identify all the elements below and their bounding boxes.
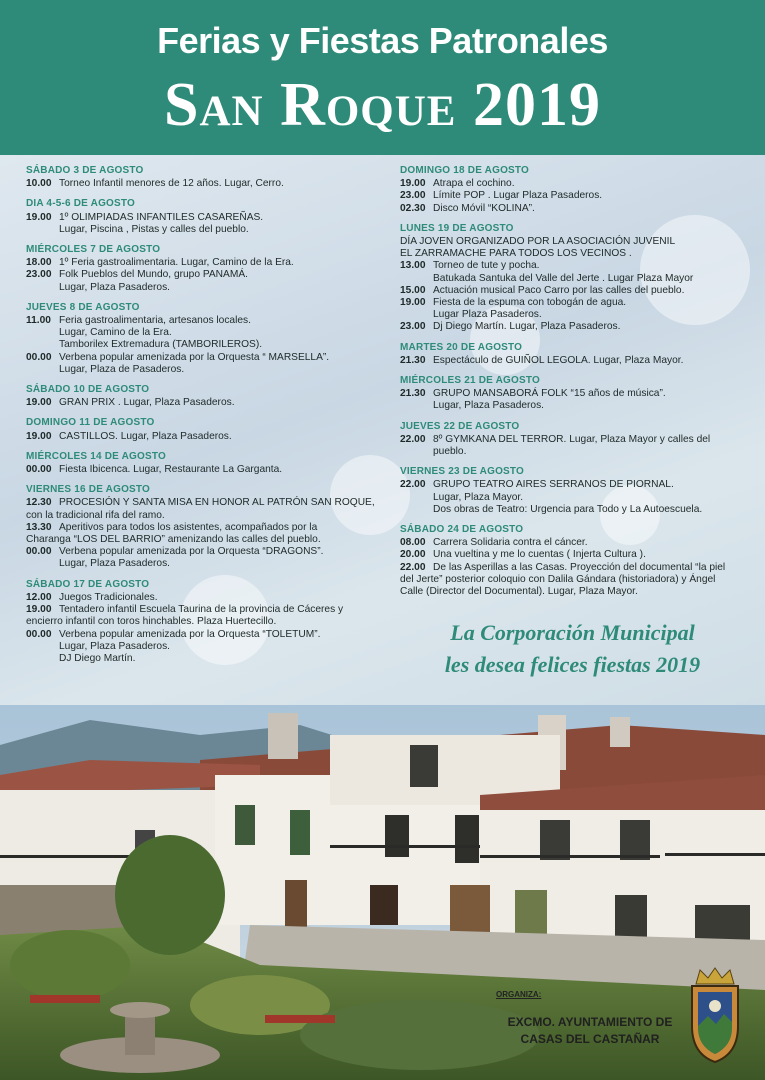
event-time bbox=[26, 327, 59, 339]
program-day bbox=[26, 244, 376, 294]
program-event-line bbox=[400, 248, 745, 260]
program-day bbox=[26, 384, 376, 409]
program-event-line bbox=[400, 479, 745, 491]
event-description: Aperitivos para todos los asistentes, acompañados por la bbox=[59, 521, 318, 533]
day-title: SÁBADO 24 DE AGOSTO bbox=[400, 524, 524, 536]
program-day bbox=[400, 165, 745, 215]
event-time: 19.00 bbox=[26, 430, 52, 442]
event-description: Torneo de tute y pocha. bbox=[433, 260, 540, 272]
program-column-left bbox=[26, 155, 376, 665]
event-time bbox=[26, 224, 59, 236]
event-description: con la tradicional rifa del ramo. bbox=[26, 509, 165, 521]
event-time: 19.00 bbox=[26, 397, 52, 409]
program-event-line bbox=[400, 504, 745, 516]
program-day bbox=[26, 451, 376, 476]
program-event-line bbox=[26, 616, 376, 628]
program-event-line bbox=[400, 285, 745, 297]
event-time: 13.30 bbox=[26, 521, 52, 533]
program-event-line bbox=[400, 492, 745, 504]
program-event-line bbox=[26, 558, 376, 570]
event-description: 1º Feria gastroalimentaria. Lugar, Camino de la Era. bbox=[59, 257, 294, 269]
event-time bbox=[26, 364, 59, 376]
program-event-line bbox=[26, 653, 376, 665]
program-day bbox=[400, 524, 745, 598]
event-description: Juegos Tradicionales. bbox=[59, 591, 158, 603]
event-time: 00.00 bbox=[26, 546, 52, 558]
event-time: 21.30 bbox=[400, 388, 426, 400]
event-description: Tentadero infantil Escuela Taurina de la provincia de Cáceres y bbox=[59, 604, 344, 616]
program-event-line bbox=[26, 339, 376, 351]
event-time bbox=[400, 273, 433, 285]
program-day bbox=[26, 579, 376, 665]
event-time: 22.00 bbox=[400, 479, 426, 491]
program-event-line bbox=[26, 629, 376, 641]
event-time: 19.00 bbox=[26, 604, 52, 616]
event-description: Charanga “LOS DEL BARRIO” amenizando las calles del pueblo. bbox=[26, 534, 321, 546]
event-description: Lugar, Plaza Pasaderos. bbox=[59, 558, 171, 570]
event-time: 13.00 bbox=[400, 260, 426, 272]
program-event-line bbox=[400, 297, 745, 309]
event-description: GRAN PRIX . Lugar, Plaza Pasaderos. bbox=[59, 397, 235, 409]
event-time: 15.00 bbox=[400, 284, 426, 296]
program-event-line bbox=[26, 641, 376, 653]
event-time: 12.30 bbox=[26, 497, 52, 509]
day-title: MIÉRCOLES 14 DE AGOSTO bbox=[26, 450, 166, 462]
event-description: Torneo Infantil menores de 12 años. Lugar, Cerro. bbox=[59, 178, 284, 190]
event-time: 19.00 bbox=[400, 178, 426, 190]
event-time: 11.00 bbox=[26, 315, 51, 327]
event-description: Carrera Solidaria contra el cáncer. bbox=[433, 537, 588, 549]
event-time: 12.00 bbox=[26, 591, 52, 603]
program-day bbox=[26, 165, 376, 190]
program-event-line bbox=[400, 586, 745, 598]
event-time: 00.00 bbox=[26, 628, 52, 640]
event-description: Verbena popular amenizada por la Orquesta “ MARSELLA”. bbox=[59, 351, 330, 363]
program-event-line bbox=[400, 400, 745, 412]
event-description: DÍA JOVEN ORGANIZADO POR LA ASOCIACIÓN JUVENIL bbox=[400, 236, 676, 248]
event-time: 19.00 bbox=[26, 211, 52, 223]
event-description: Límite POP . Lugar Plaza Pasaderos. bbox=[433, 190, 603, 202]
event-time: 00.00 bbox=[26, 464, 52, 476]
program-event-line bbox=[400, 178, 745, 190]
event-description: Verbena popular amenizada por la Orquesta “TOLETUM”. bbox=[59, 628, 321, 640]
event-time bbox=[26, 558, 59, 570]
program-event-line bbox=[400, 549, 745, 561]
program-day bbox=[26, 484, 376, 570]
event-description: Fiesta de la espuma con tobogán de agua. bbox=[433, 297, 627, 309]
program-day bbox=[26, 417, 376, 442]
program-column-right bbox=[400, 155, 745, 598]
event-time bbox=[400, 400, 433, 412]
event-description: GRUPO TEATRO AIRES SERRANOS DE PIORNAL. bbox=[433, 479, 674, 491]
program-event-line bbox=[26, 522, 376, 534]
program-event-line bbox=[400, 190, 745, 202]
greeting bbox=[400, 617, 745, 681]
organizer-label: ORGANIZA: bbox=[496, 990, 542, 999]
event-description: Feria gastroalimentaria, artesanos locales. bbox=[59, 315, 251, 327]
event-description: Lugar, Plaza Mayor. bbox=[433, 491, 524, 503]
event-description: Lugar, Plaza Pasaderos. bbox=[433, 400, 545, 412]
program-event-line bbox=[26, 464, 376, 476]
program-event-line bbox=[26, 510, 376, 522]
program-day bbox=[26, 198, 376, 236]
event-description: Espectáculo de GUIÑOL LEGOLA. Lugar, Plaza Mayor. bbox=[433, 354, 684, 366]
program-event-line bbox=[26, 282, 376, 294]
event-description: Una vueltina y me lo cuentas ( Injerta Cultura ). bbox=[433, 549, 646, 561]
event-time: 08.00 bbox=[400, 537, 426, 549]
program-day bbox=[26, 302, 376, 376]
program-event-line bbox=[400, 574, 745, 586]
day-title: SÁBADO 10 DE AGOSTO bbox=[26, 384, 150, 396]
day-title: DIA 4-5-6 DE AGOSTO bbox=[26, 198, 136, 210]
program-event-line bbox=[400, 321, 745, 333]
program-event-line bbox=[26, 178, 376, 190]
program-event-line bbox=[26, 212, 376, 224]
event-time: 18.00 bbox=[26, 257, 52, 269]
program-event-line bbox=[400, 388, 745, 400]
event-time: 23.00 bbox=[26, 269, 52, 281]
event-description: Lugar, Plaza Pasaderos. bbox=[59, 640, 171, 652]
program-day bbox=[400, 421, 745, 459]
event-time: 19.00 bbox=[400, 297, 426, 309]
day-title: MIÉRCOLES 7 DE AGOSTO bbox=[26, 244, 161, 256]
program-event-line bbox=[26, 431, 376, 443]
day-title: SÁBADO 3 DE AGOSTO bbox=[26, 165, 144, 176]
day-title: MARTES 20 DE AGOSTO bbox=[400, 341, 523, 353]
program-event-line bbox=[26, 497, 376, 509]
event-description: Atrapa el cochino. bbox=[433, 178, 515, 190]
program-event-line bbox=[26, 315, 376, 327]
event-time bbox=[400, 504, 433, 516]
organizer-line-2: CASAS DEL CASTAÑAR bbox=[520, 1032, 660, 1046]
event-time bbox=[26, 339, 59, 351]
greeting-line-1: La Corporación Municipal bbox=[450, 620, 695, 645]
day-title: JUEVES 8 DE AGOSTO bbox=[26, 301, 140, 313]
program-day bbox=[400, 342, 745, 367]
event-description: Dos obras de Teatro: Urgencia para Todo y La Autoescuela. bbox=[433, 503, 703, 515]
header-banner bbox=[0, 0, 765, 155]
event-time: 02.30 bbox=[400, 202, 426, 214]
event-description: 8º GYMKANA DEL TERROR. Lugar, Plaza Mayor y calles del pueblo. bbox=[433, 433, 711, 458]
poster-title: San Roque 2019 bbox=[164, 71, 601, 139]
event-description: Lugar, Plaza Pasaderos. bbox=[59, 281, 171, 293]
program-event-line bbox=[400, 260, 745, 272]
day-title: DOMINGO 18 DE AGOSTO bbox=[400, 165, 530, 176]
event-time bbox=[26, 282, 59, 294]
event-time bbox=[400, 309, 433, 321]
event-description: GRUPO MANSABORÁ FOLK “15 años de música”. bbox=[433, 388, 666, 400]
event-description: Batukada Santuka del Valle del Jerte . Lugar Plaza Mayor bbox=[433, 272, 694, 284]
event-description: Lugar, Plaza de Pasaderos. bbox=[59, 363, 185, 375]
program-event-line bbox=[26, 352, 376, 364]
event-description: Tamborilex Extremadura (TAMBORILEROS). bbox=[59, 339, 263, 351]
municipal-coat-of-arms bbox=[684, 966, 746, 1066]
event-description: DJ Diego Martín. bbox=[59, 652, 136, 664]
event-time: 10.00 bbox=[26, 178, 52, 190]
event-time: 23.00 bbox=[400, 321, 426, 333]
event-description: Disco Móvil “KOLINA”. bbox=[433, 202, 535, 214]
day-title: JUEVES 22 DE AGOSTO bbox=[400, 420, 520, 432]
event-time: 22.00 bbox=[400, 433, 426, 445]
event-description: CASTILLOS. Lugar, Plaza Pasaderos. bbox=[59, 430, 232, 442]
program-event-line bbox=[26, 364, 376, 376]
event-description: Lugar, Camino de la Era. bbox=[59, 327, 172, 339]
program-event-line bbox=[26, 327, 376, 339]
day-title: VIERNES 23 DE AGOSTO bbox=[400, 466, 525, 478]
program-day bbox=[400, 375, 745, 413]
event-description: Folk Pueblos del Mundo, grupo PANAMÁ. bbox=[59, 269, 248, 281]
program-day bbox=[400, 466, 745, 516]
event-time: 23.00 bbox=[400, 190, 426, 202]
event-description: EL ZARRAMACHE PARA TODOS LOS VECINOS . bbox=[400, 248, 632, 260]
event-description: Dj Diego Martín. Lugar, Plaza Pasaderos. bbox=[433, 321, 621, 333]
program-event-line bbox=[26, 546, 376, 558]
program-event-line bbox=[26, 224, 376, 236]
program-event-line bbox=[400, 355, 745, 367]
program-day bbox=[400, 223, 745, 334]
program-area bbox=[0, 155, 765, 705]
day-title: SÁBADO 17 DE AGOSTO bbox=[26, 578, 150, 590]
poster-subtitle: Ferias y Fiestas Patronales bbox=[157, 20, 608, 61]
program-event-line bbox=[400, 273, 745, 285]
program-event-line bbox=[26, 397, 376, 409]
day-title: DOMINGO 11 DE AGOSTO bbox=[26, 417, 155, 429]
event-description: PROCESIÓN Y SANTA MISA EN HONOR AL PATRÓN SAN ROQUE, bbox=[59, 497, 375, 509]
event-description: Calle (Director del Documental). Lugar, Plaza Mayor. bbox=[400, 586, 638, 598]
event-time: 22.00 bbox=[400, 561, 426, 573]
event-time bbox=[26, 653, 59, 665]
program-event-line bbox=[400, 236, 745, 248]
event-description: Lugar Plaza Pasaderos. bbox=[433, 309, 542, 321]
program-event-line bbox=[400, 203, 745, 215]
event-time: 00.00 bbox=[26, 351, 52, 363]
program-event-line bbox=[400, 537, 745, 549]
program-event-line bbox=[26, 592, 376, 604]
event-description: del Jerte” posterior coloquio con Dalila Gándara (historiadora) y Ángel bbox=[400, 573, 716, 585]
event-description: Fiesta Ibicenca. Lugar, Restaurante La Garganta. bbox=[59, 464, 283, 476]
event-description: Actuación musical Paco Carro por las calles del pueblo. bbox=[433, 284, 685, 296]
event-time bbox=[26, 641, 59, 653]
day-title: VIERNES 16 DE AGOSTO bbox=[26, 484, 151, 496]
event-time bbox=[400, 492, 433, 504]
program-event-line bbox=[400, 434, 745, 458]
program-event-line bbox=[26, 269, 376, 281]
program-event-line bbox=[26, 534, 376, 546]
event-description: 1º OLIMPIADAS INFANTILES CASAREÑAS. bbox=[59, 211, 264, 223]
program-event-line bbox=[400, 309, 745, 321]
event-time: 21.30 bbox=[400, 354, 426, 366]
program-event-line bbox=[26, 257, 376, 269]
day-title: MIÉRCOLES 21 DE AGOSTO bbox=[400, 375, 540, 387]
event-description: encierro infantil con toros hinchables. Plaza Huertecillo. bbox=[26, 616, 277, 628]
organizer-name bbox=[500, 1014, 680, 1048]
event-description: Lugar, Piscina , Pistas y calles del pueblo. bbox=[59, 223, 249, 235]
program-event-line bbox=[26, 604, 376, 616]
program-event-line bbox=[400, 562, 745, 574]
organizer-line-1: EXCMO. AYUNTAMIENTO DE bbox=[507, 1015, 673, 1029]
greeting-line-2: les desea felices fiestas 2019 bbox=[444, 652, 701, 677]
event-time: 20.00 bbox=[400, 549, 426, 561]
event-description: Verbena popular amenizada por la Orquesta “DRAGONS”. bbox=[59, 546, 324, 558]
day-title: LUNES 19 DE AGOSTO bbox=[400, 222, 514, 234]
event-description: De las Asperillas a las Casas. Proyección del documental “la piel bbox=[433, 561, 726, 573]
